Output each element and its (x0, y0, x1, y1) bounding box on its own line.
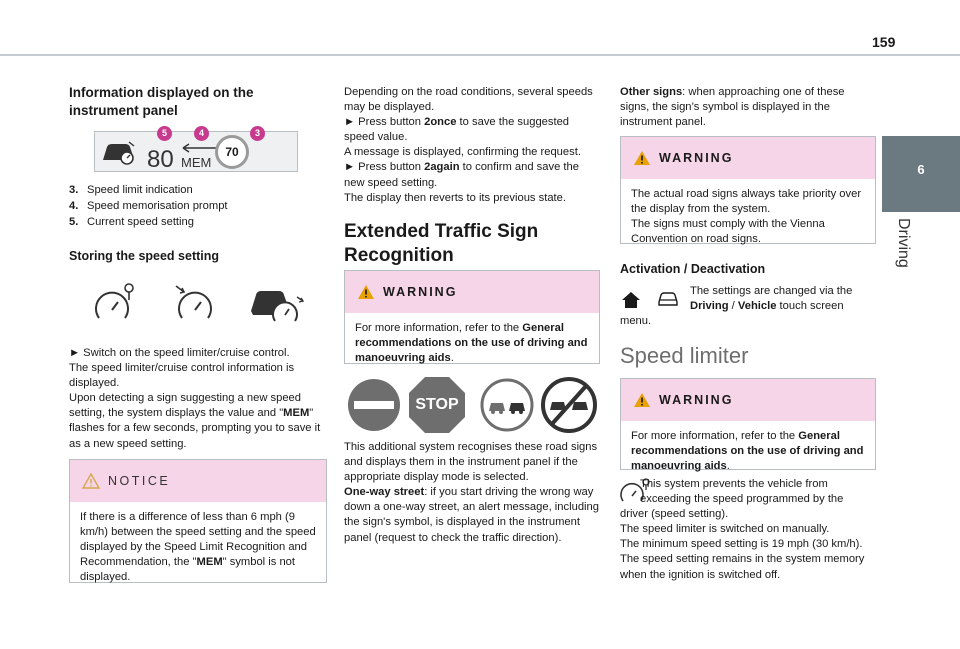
notice-header (70, 460, 326, 502)
paragraph-manual: The speed limiter is switched on manually. (620, 523, 830, 536)
subheading-storing: Storing the speed setting (69, 249, 220, 263)
section-title-speed-limiter: Speed limiter (620, 343, 749, 368)
top-rule (0, 54, 960, 56)
car-speedometer-icon (249, 281, 309, 327)
warning-header (345, 271, 599, 313)
mem-label: MEM (181, 155, 212, 170)
notice-title: NOTICE (108, 474, 171, 488)
warning-triangle-icon (633, 150, 651, 166)
warning-title: WARNING (383, 285, 458, 299)
callout-4: 4 (194, 126, 209, 141)
warning-triangle-icon (633, 392, 651, 408)
speed-limit-sign: 70 (215, 135, 249, 169)
no-overtaking-sign-icon (540, 376, 598, 434)
current-speed: 80 (147, 146, 174, 173)
instruction-switch-on: ► Switch on the speed limiter/cruise control. (69, 347, 290, 359)
list-item: 4. Speed memorisation prompt (69, 200, 228, 212)
callout-3: 3 (250, 126, 265, 141)
paragraph-sign-detect: Upon detecting a sign suggesting a new speed setting, the system displays the value and "MEM" flashes for a few seconds, prompting you to save it as a new speed setting. (69, 392, 321, 450)
paragraph-recognises: This additional system recognises these road signs and displays them in the instrument panel if the appropriate display mode is selected. (344, 441, 598, 484)
callout-5: 5 (157, 126, 172, 141)
paragraph-message: A message is displayed, confirming the request. (344, 146, 581, 159)
stop-sign-label: STOP (415, 396, 459, 413)
paragraph-memory: The speed setting remains in the system memory when the ignition is switched off. (620, 553, 865, 581)
paragraph-minimum: The minimum speed setting is 19 mph (30 km/h). (620, 538, 863, 551)
list-item: 3. Speed limit indication (69, 184, 193, 196)
paragraph-several-speeds: Depending on the road conditions, several speeds may be displayed. (344, 86, 593, 114)
instruction-press-again: ► Press button 2again to confirm and save the new speed setting. (344, 161, 579, 189)
vehicle-icon (656, 289, 680, 309)
warning-box (344, 270, 600, 364)
warning-triangle-icon (357, 284, 375, 300)
warning-title: WARNING (659, 151, 734, 165)
legend-list (69, 182, 228, 230)
etsr-text (344, 440, 600, 546)
page-number: 159 (872, 34, 896, 50)
home-icon (620, 290, 642, 310)
paragraph-other-signs: Other signs: when approaching one of these signs, the sign’s symbol is displayed in the instrument panel. (620, 86, 845, 129)
speedometer-cruise-icon (172, 282, 222, 326)
chapter-label (890, 218, 916, 278)
subheading-activation: Activation / Deactivation (620, 262, 766, 276)
warning-header (621, 137, 875, 179)
activation-text-end: menu. (620, 315, 652, 327)
list-item: 5. Current speed setting (69, 216, 194, 228)
paragraph-info-displayed: The speed limiter/cruise control information is displayed. (69, 362, 295, 390)
instruction-press-once: ► Press button 2once to save the suggested speed value. (344, 116, 570, 144)
warning-header (621, 379, 875, 421)
section-heading: Information displayed on the instrument panel (69, 85, 254, 118)
other-signs-text (620, 85, 876, 130)
speedometer-limit-icon (91, 282, 141, 326)
warning-triangle-icon (82, 473, 100, 489)
activation-text: The settings are changed via the Driving / Vehicle touch screen (690, 285, 853, 313)
paragraph-reverts: The display then reverts to its previous state. (344, 191, 566, 204)
chapter-label-text: Driving (895, 218, 912, 268)
storing-text (69, 346, 327, 452)
warning-title: WARNING (659, 393, 734, 407)
chapter-tab (882, 136, 960, 212)
no-overtaking-end-sign-icon (479, 377, 535, 433)
no-entry-sign-icon (346, 377, 402, 433)
notice-box (69, 459, 327, 583)
section-title-etsr: Extended Traffic Sign Recognition (344, 221, 539, 266)
warning-box-limiter (620, 378, 876, 473)
notice-text: If there is a difference of less than 6 mph (9 km/h) between the speed setting and the speed displayed by the Speed Limit Recognition and Recommendation, the "MEM" symbol is not displayed. (80, 511, 316, 584)
warning-text: The actual road signs always take priority over the display from the system. The signs must comply with the Vienna Convention on road signs. (631, 188, 862, 246)
paragraph-one-way: One-way street: if you start driving the wrong way down a one-way street, an alert message, including the sign's symbol, is displayed in the instrument panel (request to check the traffic direction). (344, 486, 599, 544)
limiter-text: This system prevents the vehicle from exceeding the speed programmed by the driver (speed setting). The speed limiter is switched on manually. The minimum speed setting is 19 mph (30 km/h). The speed setting remains in the system memory when the ignition is switched off. (620, 477, 878, 583)
intro-text (344, 85, 600, 206)
chapter-number: 6 (917, 162, 925, 177)
warning-text: For more information, refer to the General recommendations on the use of driving and manoeuvring aids. (355, 322, 588, 365)
warning-box-priority (620, 136, 876, 244)
warning-text: For more information, refer to the General recommendations on the use of driving and manoeuvring aids. (631, 430, 864, 473)
